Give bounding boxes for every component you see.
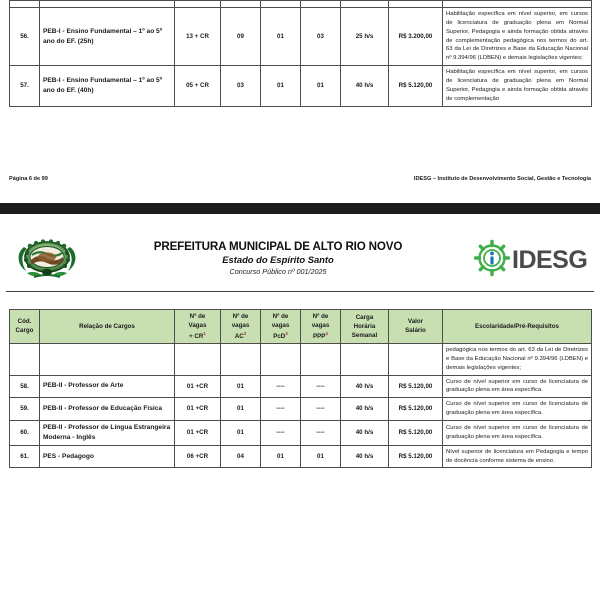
clip-cell: [341, 1, 389, 8]
cell-vagas-ppp: ----: [301, 375, 341, 398]
header-vagas-cr: [175, 310, 221, 344]
cell-carga-horaria: 25 h/s: [341, 8, 389, 66]
table-row: [10, 66, 592, 106]
letterhead: [0, 232, 600, 284]
cell-vagas-pcd: 01: [261, 445, 301, 468]
clip-cell: [10, 1, 40, 8]
cell-relacao-cargos: PEB-II - Professor de Educação Física: [40, 398, 175, 421]
cargos-table-page1: [9, 0, 592, 107]
cell-vagas-pcd: ----: [261, 375, 301, 398]
header-escolaridade: Escolaridade/Pré-Requisitos: [443, 310, 592, 344]
header-vagas-ppp-line1: Nº de: [312, 313, 329, 320]
header-cod-line1: Cód.: [17, 318, 32, 326]
cell-cod-cargo: [10, 343, 40, 375]
cell-vagas-ppp: 01: [301, 445, 341, 468]
cell-cod-cargo: 60.: [10, 420, 40, 445]
cell-carga-horaria: 40 h/s: [341, 66, 389, 106]
header-vagas-ac-line2: vagas: [231, 322, 250, 330]
cell-escolaridade: Curso de nível superior em curso de licenciatura de graduação plena em área específica.: [443, 375, 592, 398]
municipal-coat-of-arms-icon: [10, 233, 84, 283]
cell-escolaridade: Habilitação específica em nível superior, em cursos de licenciatura de graduação plena em Normal Superior, Pedagogia e ainda formação obtida através de complementação pedagógica nos termos do art. 63 da Lei de Diretrizes e Base da Educação Nacional nº 9.394/96 (LDBEN) e demais legislações vigentes;: [443, 8, 592, 66]
cell-carga-horaria: 40 h/s: [341, 398, 389, 421]
header-carga-line3: Semanal: [351, 332, 378, 340]
table-row-continuation: [10, 343, 592, 375]
cell-valor-salario: R$ 5.120,00: [389, 420, 443, 445]
cell-cod-cargo: 56.: [10, 8, 40, 66]
cell-vagas-cr: 01 +CR: [175, 420, 221, 445]
table-row: [10, 375, 592, 398]
cell-vagas-pcd: ----: [261, 398, 301, 421]
page-number-label: Página 6 de 99: [9, 176, 48, 182]
cell-vagas-ac: 04: [221, 445, 261, 468]
table-header-row: [10, 310, 592, 344]
header-vagas-pcd-line1: Nº de: [272, 313, 289, 320]
header-vagas-ac-line3: AC: [234, 332, 244, 340]
cell-relacao-cargos: [40, 343, 175, 375]
cell-carga-horaria: 40 h/s: [341, 445, 389, 468]
cell-valor-salario: R$ 5.120,00: [389, 398, 443, 421]
cargos-table-page2: [9, 309, 592, 468]
cell-escolaridade: Curso de nível superior em curso de licenciatura de graduação plena em área específica.: [443, 420, 592, 445]
cell-vagas-cr: 13 + CR: [175, 8, 221, 66]
cell-carga-horaria: 40 h/s: [341, 420, 389, 445]
cell-vagas-ppp: 03: [301, 8, 341, 66]
header-carga-line2: Horária: [353, 322, 376, 330]
footnote-marker-4: 4: [325, 330, 328, 336]
cell-vagas-ac: 03: [221, 66, 261, 106]
cell-vagas-pcd: ----: [261, 420, 301, 445]
cell-vagas-ac: 01: [221, 420, 261, 445]
header-valor-line1: Valor: [407, 318, 424, 326]
header-valor-line2: Salário: [405, 327, 426, 335]
cell-valor-salario: R$ 5.120,00: [389, 375, 443, 398]
cell-escolaridade: Curso de nível superior em curso de licenciatura de graduação plena em área específica.: [443, 398, 592, 421]
letterhead-text-block: [84, 240, 472, 276]
table-row: [10, 398, 592, 421]
cell-vagas-ac: 09: [221, 8, 261, 66]
header-cod-cargo: [10, 310, 40, 344]
cell-valor-salario: R$ 3.200,00: [389, 8, 443, 66]
cell-vagas-ppp: ----: [301, 420, 341, 445]
cell-valor-salario: [389, 343, 443, 375]
cell-cod-cargo: 61.: [10, 445, 40, 468]
page-2: [0, 214, 600, 593]
cell-vagas-ac: [221, 343, 261, 375]
footnote-marker-2: 2: [243, 330, 247, 336]
cell-cod-cargo: 59.: [10, 398, 40, 421]
clip-cell: [443, 1, 592, 8]
cell-vagas-ac: 01: [221, 398, 261, 421]
letterhead-subtitle: Estado do Espírito Santo: [222, 254, 334, 265]
cell-vagas-cr: 01 +CR: [175, 375, 221, 398]
table-row: [10, 8, 592, 66]
cell-relacao-cargos: PEB-I - Ensino Fundamental – 1º ao 5º ano do EF. (25h): [40, 8, 175, 66]
header-vagas-pcd-line3: PcD: [273, 332, 286, 340]
cell-vagas-pcd: [261, 343, 301, 375]
header-vagas-ac: [221, 310, 261, 344]
header-valor-salario: [389, 310, 443, 344]
idesg-wordmark: IDESG: [512, 246, 588, 274]
cell-carga-horaria: 40 h/s: [341, 375, 389, 398]
clip-cell: [389, 1, 443, 8]
cell-cod-cargo: 58.: [10, 375, 40, 398]
cell-vagas-ppp: 01: [301, 66, 341, 106]
page-separator: [0, 203, 600, 214]
cell-vagas-pcd: 01: [261, 8, 301, 66]
cell-valor-salario: R$ 5.120,00: [389, 66, 443, 106]
table-row: [10, 420, 592, 445]
header-vagas-pcd: [261, 310, 301, 344]
cell-vagas-ppp: [301, 343, 341, 375]
table-row-clipped: [10, 1, 592, 8]
idesg-logo: [472, 238, 588, 278]
footnote-marker-1: 1: [203, 330, 206, 336]
header-vagas-ac-line1: Nº de: [232, 313, 249, 320]
cell-escolaridade: pedagógica nos termos do art. 63 da Lei de Diretrizes e Base da Educação Nacional nº 9.394/96 (LDBEN) e demais legislações vigentes;: [443, 343, 592, 375]
footnote-marker-3: 3: [285, 330, 288, 336]
table-row: [10, 445, 592, 468]
cell-vagas-ppp: ----: [301, 398, 341, 421]
cell-vagas-pcd: 01: [261, 66, 301, 106]
header-carga-line1: Carga: [355, 313, 374, 321]
letterhead-divider: [6, 291, 594, 292]
clip-cell: [261, 1, 301, 8]
footer-institution-label: IDESG – Instituto de Desenvolvimento Social, Gestão e Tecnologia: [413, 176, 591, 182]
cell-relacao-cargos: PEB-I - Ensino Fundamental – 1º ao 5º ano do EF. (40h): [40, 66, 175, 106]
cell-vagas-ac: 01: [221, 375, 261, 398]
gear-icon: [476, 242, 509, 275]
letterhead-title: PREFEITURA MUNICIPAL DE ALTO RIO NOVO: [153, 240, 403, 253]
header-vagas-cr-line2: Vagas: [188, 322, 207, 330]
cell-relacao-cargos: PES - Pedagogo: [40, 445, 175, 468]
cell-valor-salario: R$ 5.120,00: [389, 445, 443, 468]
cell-relacao-cargos: PEB-II - Professor de Arte: [40, 375, 175, 398]
header-vagas-ppp-line3: PPP: [313, 332, 326, 340]
cell-escolaridade: Habilitação específica em nível superior, em cursos de licenciatura de graduação plena em Normal Superior, Pedagogia e ainda formação obtida através de complementação: [443, 66, 592, 106]
cell-escolaridade: Nível superior de licenciatura em Pedagogia e tempo de docência conforme sistema de ensino.: [443, 445, 592, 468]
cell-relacao-cargos: PEB-II - Professor de Língua Estrangeira Moderna - Inglês: [40, 420, 175, 445]
header-vagas-cr-line3: + CR: [189, 332, 204, 340]
clip-cell: [221, 1, 261, 8]
letterhead-contest-number: Concurso Público nº 001/2025: [229, 267, 327, 276]
cell-vagas-cr: 06 +CR: [175, 445, 221, 468]
page-footer: [9, 176, 591, 182]
cell-vagas-cr: 01 +CR: [175, 398, 221, 421]
cell-cod-cargo: 57.: [10, 66, 40, 106]
header-vagas-cr-line1: Nº de: [189, 313, 206, 320]
cell-vagas-cr: [175, 343, 221, 375]
clip-cell: [175, 1, 221, 8]
header-vagas-pcd-line2: vagas: [271, 322, 290, 330]
header-vagas-ppp: [301, 310, 341, 344]
clip-cell: [40, 1, 175, 8]
cell-vagas-cr: 05 + CR: [175, 66, 221, 106]
cell-carga-horaria: [341, 343, 389, 375]
header-cod-line2: Cargo: [15, 327, 34, 335]
header-vagas-ppp-line2: vagas: [311, 322, 330, 330]
clip-cell: [301, 1, 341, 8]
header-relacao-cargos: Relação de Cargos: [40, 310, 175, 344]
page-1: [0, 0, 600, 203]
header-carga-horaria: [341, 310, 389, 344]
